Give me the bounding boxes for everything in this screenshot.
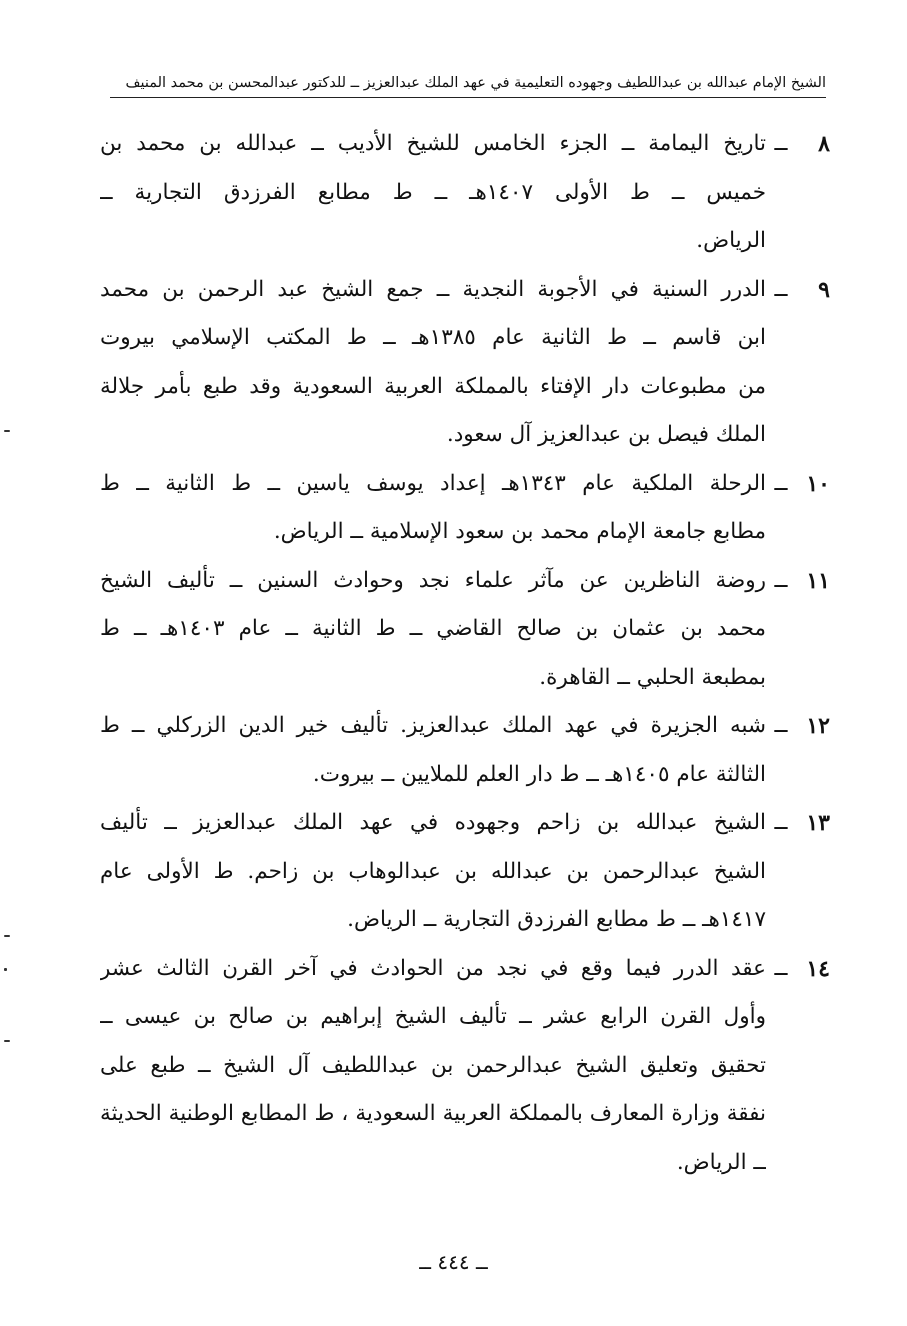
entry-text [100,460,766,557]
entry-dash: ــ [774,276,788,302]
bibliography-entry [100,702,830,799]
scan-mark [4,430,10,432]
entry-line: الدرر السنية في الأجوبة النجدية ــ جمع الشيخ عبد الرحمن بن محمد [100,276,766,302]
entry-line: الرحلة الملكية عام ١٣٤٣هـ إعداد يوسف ياسين ــ ط الثانية ــ ط [100,470,766,496]
entry-line: الشيخ عبدالله بن زاحم وجهوده في عهد الملك عبدالعزيز ــ تأليف [100,810,766,835]
entry-line: الشيخ عبدالرحمن بن عبدالله بن عبدالوهاب بن زاحم. ط الأولى عام [100,858,766,884]
bibliography-entry [100,120,830,266]
entry-text [100,799,766,945]
entry-text [100,266,766,460]
entry-dash: ــ [774,470,788,496]
entry-line: مطابع جامعة الإمام محمد بن سعود الإسلامية ــ الرياض. [273,519,766,544]
header-rule [110,97,826,98]
entry-line: ــ الرياض. [676,1149,766,1175]
entry-line: عقد الدرر فيما وقع في نجد من الحوادث في آخر القرن الثالث عشر [100,955,766,981]
entry-line: محمد بن عثمان بن صالح القاضي ــ ط الثانية ــ عام ١٤٠٣هـ ــ ط [100,616,766,641]
entry-dash: ــ [774,810,788,835]
entry-text [100,702,766,799]
entry-dash: ــ [774,955,788,981]
entry-text [100,945,766,1188]
scan-mark [4,968,7,971]
entry-number: ١٠ [806,470,830,497]
entry-line: تحقيق وتعليق الشيخ عبدالرحمن بن عبداللطيف آل الشيخ ــ طبع على [100,1052,766,1078]
bibliography-list [100,120,830,1187]
bibliography-entry [100,460,830,557]
scan-mark [4,935,10,937]
entry-dash: ــ [774,131,788,156]
entry-line: وأول القرن الرابع عشر ــ تأليف الشيخ إبراهيم بن صالح بن عيسى ــ [100,1004,766,1029]
entry-line: الثالثة عام ١٤٠٥هـ ــ ط دار العلم للملايين ــ بيروت. [312,761,766,787]
entry-line: تاريخ اليمامة ــ الجزء الخامس للشيخ الأديب ــ عبدالله بن محمد بن [100,131,766,156]
entry-dash: ــ [774,713,788,738]
entry-line: خميس ــ ط الأولى ١٤٠٧هـ ــ ط مطابع الفرزدق التجارية ــ [100,179,766,205]
entry-line: ابن قاسم ــ ط الثانية عام ١٣٨٥هـ ــ ط المكتب الإسلامي بيروت [100,325,766,350]
bibliography-entry [100,945,830,1188]
entry-number: ١٣ [806,810,830,836]
entry-line: ١٤١٧هـ ــ ط مطابع الفرزدق التجارية ــ الرياض. [347,907,766,932]
entry-text [100,557,766,703]
bibliography-entry [100,799,830,945]
entry-number: ٩ [818,276,830,303]
entry-number: ١٤ [806,955,830,982]
entry-number: ١٢ [806,713,830,739]
entry-line: الملك فيصل بن عبدالعزيز آل سعود. [446,422,766,447]
entry-number: ١١ [806,567,830,594]
bibliography-entry [100,266,830,460]
entry-line: الرياض. [696,228,766,253]
entry-line: نفقة وزارة المعارف بالمملكة العربية السعودية ، ط المطابع الوطنية الحديثة [100,1101,766,1126]
entry-dash: ــ [774,567,788,593]
page-number: ــ ٤٤٤ ــ [419,1250,488,1274]
entry-line: من مطبوعات دار الإفتاء بالمملكة العربية السعودية وقد طبع بأمر جلالة [100,373,766,399]
entry-line: بمطبعة الحلبي ــ القاهرة. [539,664,766,690]
entry-line: روضة الناظرين عن مآثر علماء نجد وحوادث السنين ــ تأليف الشيخ [100,567,766,593]
scan-mark [4,1040,10,1042]
entry-text [100,120,766,266]
running-header: الشيخ الإمام عبدالله بن عبداللطيف وجهوده التعليمية في عهد الملك عبدالعزيز ــ للدكتور عبدالمحسن بن محمد المنيف [125,75,826,91]
bibliography-entry [100,557,830,703]
entry-line: شبه الجزيرة في عهد الملك عبدالعزيز. تأليف خير الدين الزركلي ــ ط [100,713,766,738]
entry-number: ٨ [818,131,830,157]
